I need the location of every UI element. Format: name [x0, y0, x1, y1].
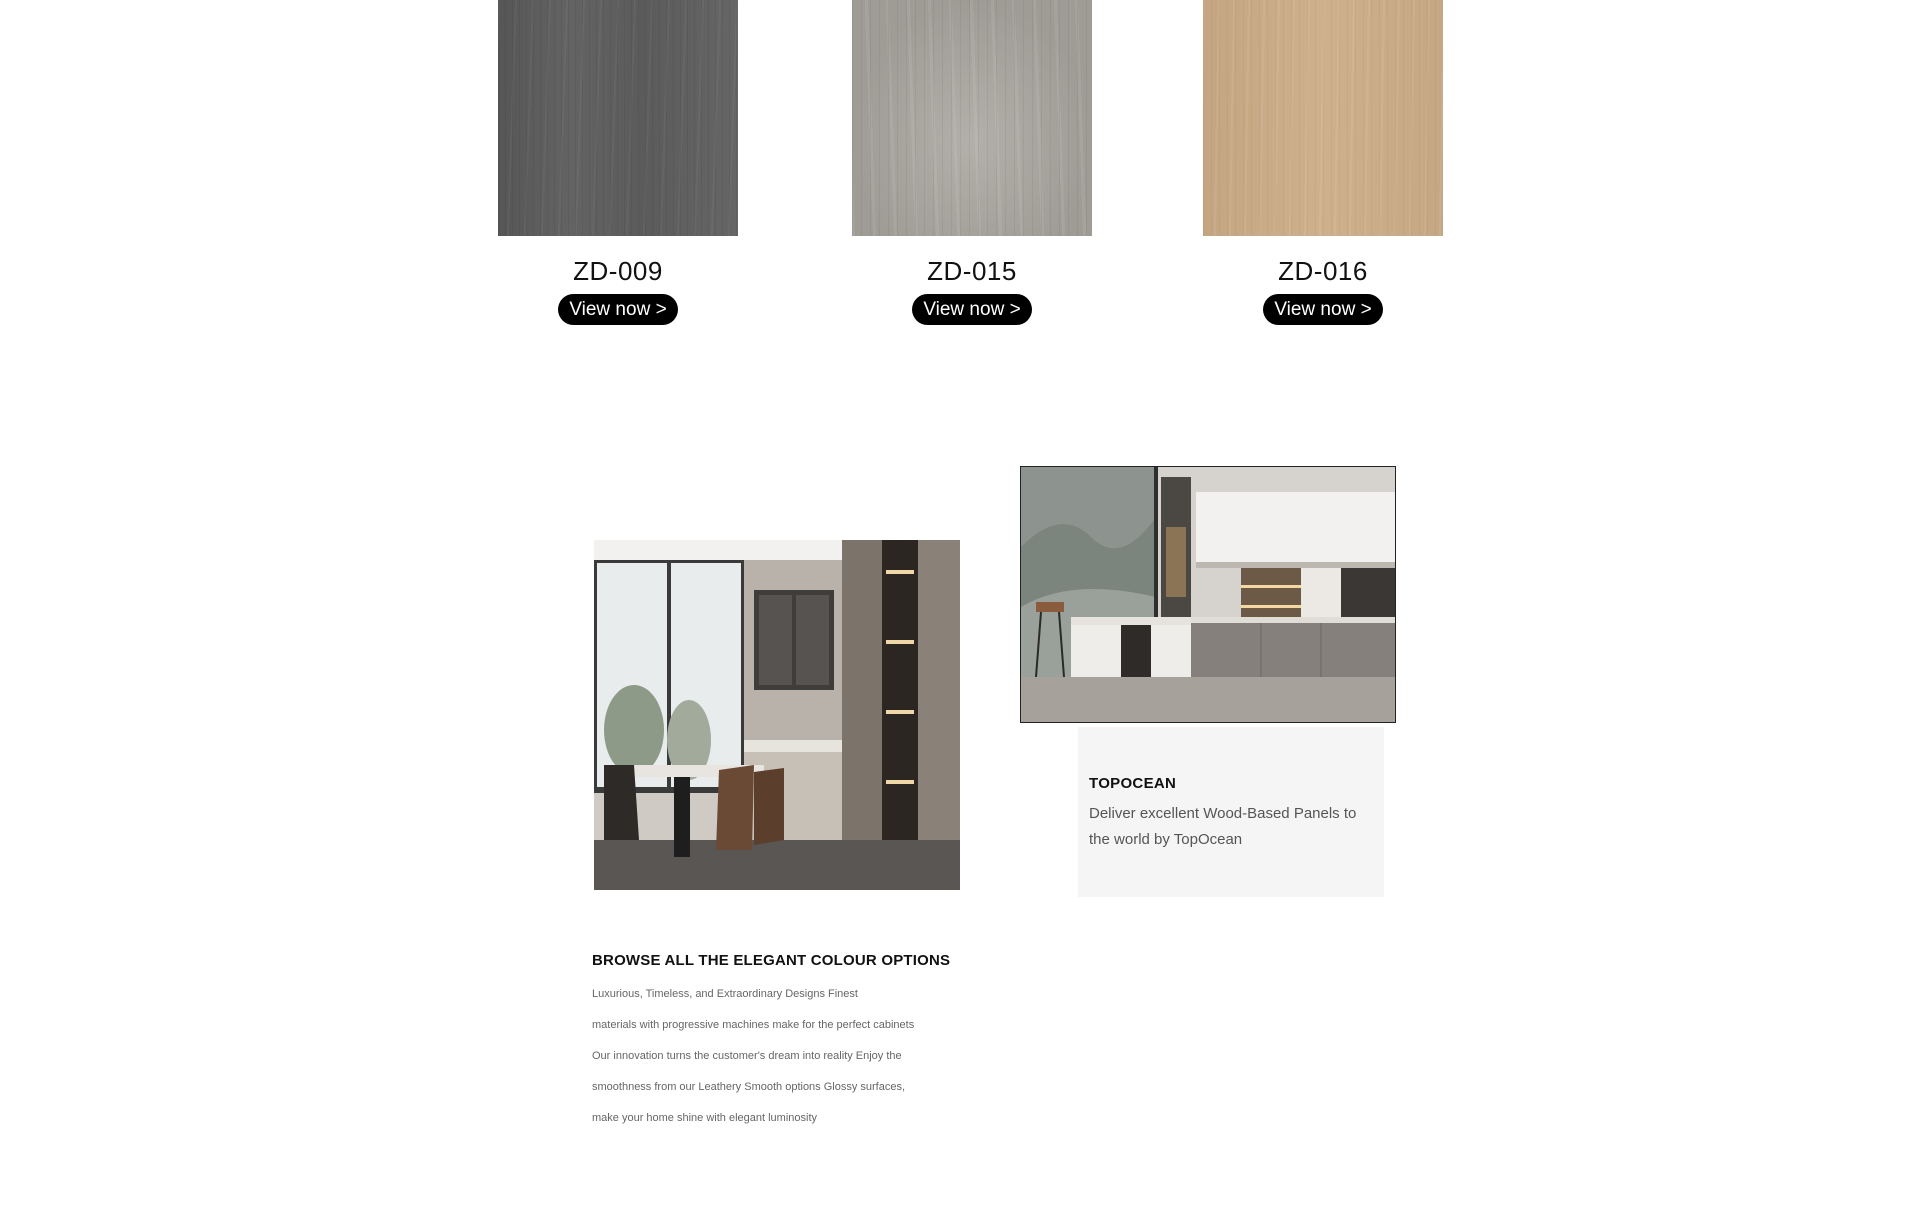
browse-line: Our innovation turns the customer's dream into reality Enjoy the [592, 1050, 902, 1062]
product-code: ZD-016 [1278, 256, 1368, 286]
view-now-button[interactable]: View now > [1263, 294, 1382, 325]
swatch-image-zd-016[interactable] [1203, 0, 1443, 236]
brand-tagline: Deliver excellent Wood-Based Panels to the world by TopOcean [1089, 805, 1357, 848]
product-card-zd-016 [1203, 0, 1443, 325]
browse-colours-section [592, 952, 972, 1134]
product-code: ZD-015 [927, 256, 1017, 286]
browse-line: Luxurious, Timeless, and Extraordinary Designs Finest [592, 988, 858, 1000]
topocean-info-card [1078, 727, 1384, 897]
browse-description [592, 979, 972, 1134]
browse-line: materials with progressive machines make for the perfect cabinets [592, 1019, 915, 1031]
view-now-button[interactable]: View now > [912, 294, 1031, 325]
view-now-button[interactable]: View now > [558, 294, 677, 325]
product-card-zd-009 [498, 0, 738, 325]
dining-room-photo [594, 540, 960, 890]
kitchen-photo [1020, 466, 1396, 723]
browse-line: make your home shine with elegant luminosity [592, 1112, 818, 1124]
browse-line: smoothness from our Leathery Smooth options Glossy surfaces, [592, 1081, 906, 1093]
brand-title: TOPOCEAN [1089, 775, 1177, 792]
product-card-zd-015 [852, 0, 1092, 325]
swatch-image-zd-015[interactable] [852, 0, 1092, 236]
swatch-image-zd-009[interactable] [498, 0, 738, 236]
product-code: ZD-009 [573, 256, 663, 286]
browse-title: BROWSE ALL THE ELEGANT COLOUR OPTIONS [592, 952, 951, 969]
